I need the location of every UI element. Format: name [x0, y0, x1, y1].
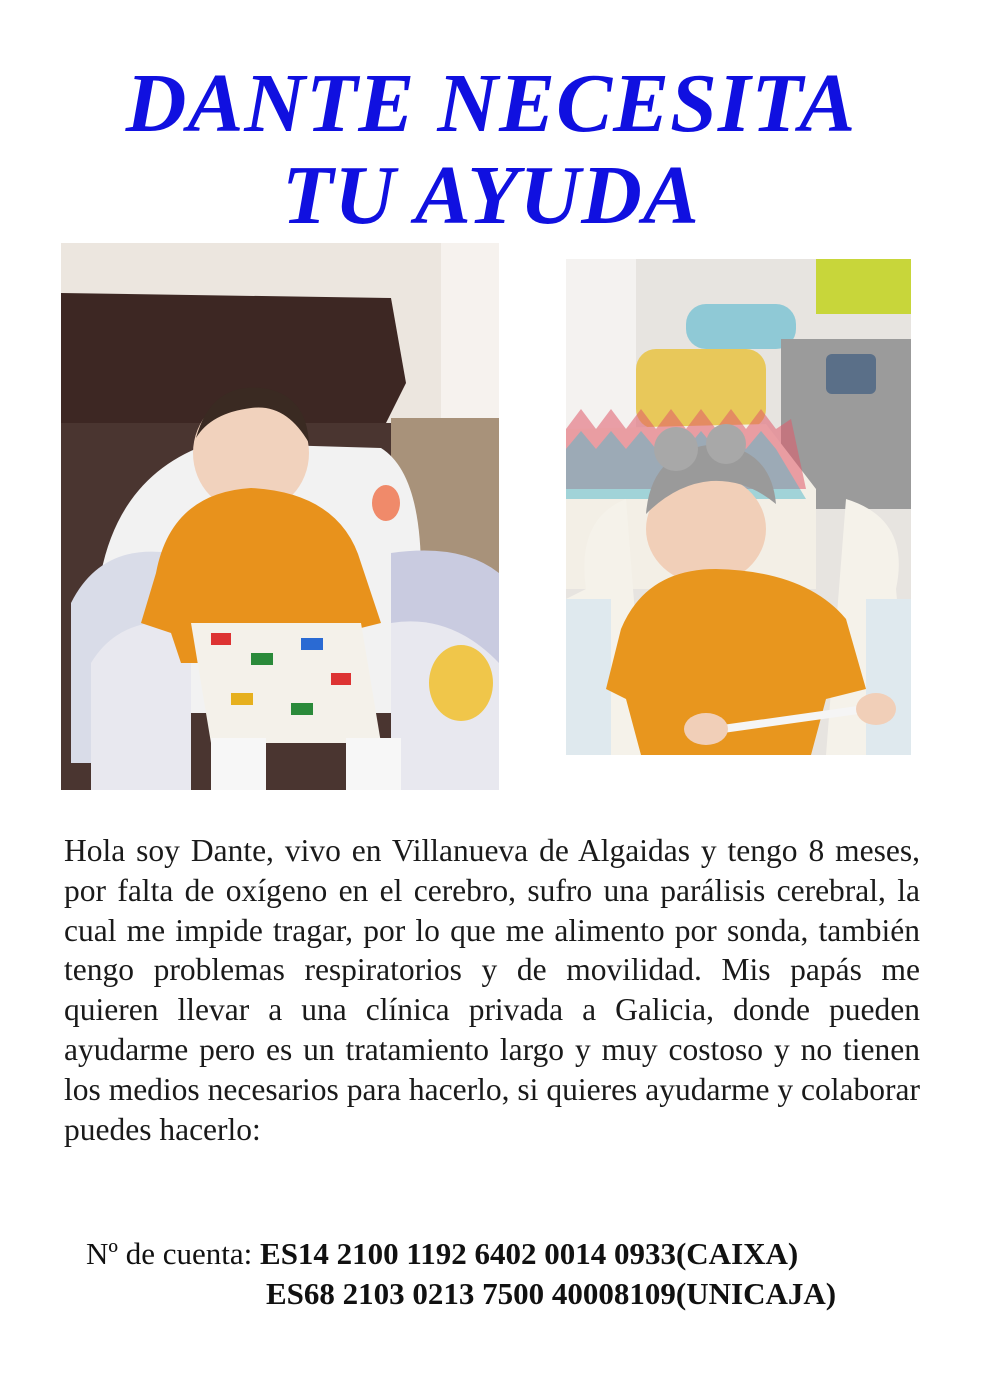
body-message: Hola soy Dante, vivo en Villanueva de Algaidas y tengo 8 meses, por falta de oxígeno en el cerebro, sufro una parálisis cerebral, la cual me impide tragar, por lo que me alimento por sonda, también tengo problemas respiratorios y de movilidad. Mis papás me quieren llevar a una clínica privada a Galicia, donde pueden ayudarme pero es un tratamiento largo y muy costoso y no tienen los medios necesarios para hacerlo, si quieres ayudarme y colaborar puedes hacerlo: [64, 833, 920, 1147]
dante-photo-armchair [61, 243, 499, 790]
account-number-unicaja: ES68 2103 0213 7500 40008109(UNICAJA) [266, 1276, 837, 1311]
title-line-2: TU AYUDA [282, 149, 700, 242]
account-label: Nº de cuenta: [86, 1236, 261, 1271]
dante-photo-seat-with-hat [566, 259, 911, 755]
armchair-photo-illustration [61, 243, 499, 790]
account-line-unicaja [266, 1276, 836, 1312]
title-line-1: DANTE NECESITA [125, 57, 857, 150]
seat-photo-illustration [566, 259, 911, 755]
account-line-caixa [86, 1236, 798, 1272]
account-number-caixa: ES14 2100 1192 6402 0014 0933(CAIXA) [260, 1236, 799, 1271]
